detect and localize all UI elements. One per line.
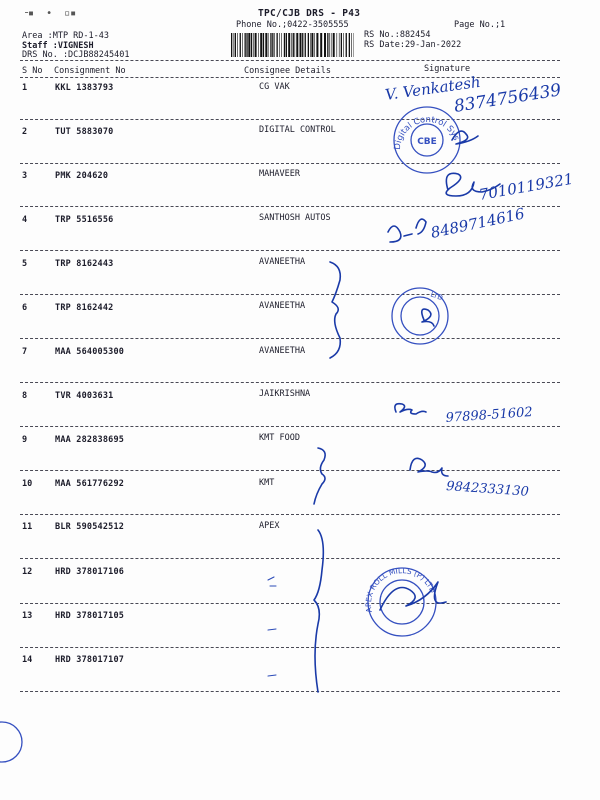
barcode [231,33,354,57]
consignment-number: KKL 1383793 [55,83,114,93]
consignee-name: APEX [259,521,280,531]
barcode-bar [300,33,302,57]
barcode-bar [346,33,347,57]
handwritten-name: V. Venkatesh [384,72,482,104]
barcode-bar [333,33,335,57]
barcode-bar [242,33,243,57]
row-divider [20,558,560,559]
barcode-bar [240,33,241,57]
barcode-bar [339,33,340,57]
row-divider [20,470,560,471]
signature-row-8 [395,404,533,426]
ditto-mark [268,577,276,586]
barcode-bar [343,33,344,57]
barcode-bar [245,33,246,57]
handwritten-phone: 8489714616 [429,204,527,242]
consignment-number: BLR 590542512 [55,522,125,532]
barcode-bar [272,33,273,57]
consignment-number: PMK 204620 [55,171,109,181]
barcode-bar [314,33,315,57]
serial-number: 9 [22,435,28,445]
barcode-bar [351,33,352,57]
stamp-text: Digital Control Sys [392,114,462,151]
barcode-bar [253,33,254,57]
barcode-bar [277,33,278,57]
consignment-number: HRD 378017105 [55,611,125,621]
barcode-bar [246,33,247,57]
barcode-bar [234,33,235,57]
barcode-bar [260,33,262,57]
brace-rows-9-10 [314,448,325,504]
barcode-bar [270,33,271,57]
consignee-name: KMT [259,478,275,488]
consignment-number: TVR 4003631 [55,391,114,401]
serial-number: 13 [22,611,33,621]
barcode-bar [308,33,309,57]
row-divider [20,338,560,339]
ditto-mark [268,629,276,630]
serial-number: 6 [22,303,28,313]
staff-field: Staff :VIGNESH [22,41,94,51]
signature-row-1 [384,73,563,117]
avaneetha-stamp [392,288,448,344]
handwritten-phone: 9842333130 [445,479,530,500]
barcode-bar [251,33,252,57]
barcode-bar [310,33,311,57]
barcode-bar [284,33,285,57]
row-divider [20,514,560,515]
barcode-bar [235,33,236,57]
barcode-bar [331,33,332,57]
consignee-name: DIGITAL CONTROL [259,125,336,135]
consignee-name: AVANEETHA [259,257,306,267]
barcode-bar [274,33,275,57]
barcode-bar [295,33,296,57]
barcode-bar [293,33,294,57]
barcode-bar [311,33,313,57]
serial-number: 8 [22,391,28,401]
barcode-bar [337,33,338,57]
row-divider [20,691,560,692]
row-divider [20,382,560,383]
row-divider [20,119,560,120]
column-header-rule [20,77,560,78]
col-sno: S No [22,66,43,76]
stamp-text: LTD [429,290,444,303]
barcode-bar [265,33,267,57]
row-divider [20,647,560,648]
svg-text:Digital Control Sys [393,115,461,150]
barcode-bar [349,33,350,57]
ditto-mark [268,675,276,676]
signature-row-4 [388,204,527,242]
row-divider [20,206,560,207]
barcode-bar [258,33,259,57]
barcode-bar [286,33,287,57]
row-divider [20,426,560,427]
barcode-bar [302,33,303,57]
serial-number: 1 [22,83,28,93]
serial-number: 10 [22,479,33,489]
serial-number: 5 [22,259,28,269]
apex-stamp [364,566,446,636]
document-title: TPC/CJB DRS - P43 [258,8,361,19]
col-consignee: Consignee Details [244,66,331,76]
phone-number: Phone No.;0422-3505555 [236,20,349,30]
row-divider [20,294,560,295]
serial-number: 12 [22,567,33,577]
consignment-number: HRD 378017106 [55,567,125,577]
barcode-bar [237,33,238,57]
serial-number: 7 [22,347,28,357]
handwritten-phone: 97898-51602 [445,404,534,426]
consignee-name: KMT FOOD [259,433,300,443]
barcode-bar [305,33,306,57]
page-number: Page No.;1 [454,20,506,30]
barcode-bar [296,33,298,57]
serial-number: 4 [22,215,28,225]
barcode-bar [329,33,330,57]
row-divider [20,163,560,164]
stamp-city: CBE [417,137,437,147]
brace-rows-11-14 [314,530,323,692]
consignee-name: MAHAVEER [259,169,300,179]
rs-date: RS Date:29-Jan-2022 [364,40,462,50]
consignment-number: HRD 378017107 [55,655,125,665]
barcode-bar [341,33,342,57]
barcode-bar [281,33,282,57]
svg-text:APEX ROLL MILLS (P) LTD [364,566,438,613]
consignee-name: SANTHOSH AUTOS [259,213,331,223]
consignee-name: CG VAK [259,82,290,92]
consignment-number: MAA 282838695 [55,435,125,445]
consignment-number: TRP 8162443 [55,259,114,269]
consignee-name: AVANEETHA [259,301,306,311]
barcode-bar [231,33,232,57]
barcode-bar [279,33,280,57]
consignment-number: TRP 8162442 [55,303,114,313]
brace-rows-5-7 [330,262,340,358]
barcode-bar [291,33,292,57]
barcode-bar [288,33,290,57]
drs-number: DRS No. :DCJB88245401 [22,50,130,60]
col-consignment: Consignment No [54,66,126,76]
consignment-number: TRP 5516556 [55,215,114,225]
row-divider [20,250,560,251]
consignment-number: MAA 564005300 [55,347,125,357]
partial-stamp-edge [0,722,22,762]
scan-specks: ╶▪ • ▫▪ [22,8,77,19]
stamp-text: APEX ROLL MILLS (P) LTD [363,566,438,614]
serial-number: 2 [22,127,28,137]
consignee-name: AVANEETHA [259,346,306,356]
rs-number: RS No.:882454 [364,30,431,40]
handwritten-phone: 8374756439 [452,80,563,117]
area-field: Area :MTP RD-1-43 [22,31,109,41]
barcode-bar [320,33,322,57]
header-rule [20,60,560,61]
col-signature: Signature [424,64,471,74]
barcode-bar [268,33,269,57]
consignment-number: MAA 561776292 [55,479,125,489]
barcode-bar [263,33,264,57]
signature-row-10 [410,458,529,499]
consignment-number: TUT 5883070 [55,127,114,137]
barcode-bar [316,33,318,57]
row-divider [20,603,560,604]
handwritten-phone: 7010119321 [477,169,575,204]
barcode-bar [324,33,326,57]
serial-number: 14 [22,655,33,665]
consignee-name: JAIKRISHNA [259,389,311,399]
serial-number: 3 [22,171,28,181]
barcode-bar [327,33,328,57]
signature-row-3 [446,170,575,204]
barcode-bar [255,33,257,57]
barcode-bar [248,33,250,57]
serial-number: 11 [22,522,33,532]
